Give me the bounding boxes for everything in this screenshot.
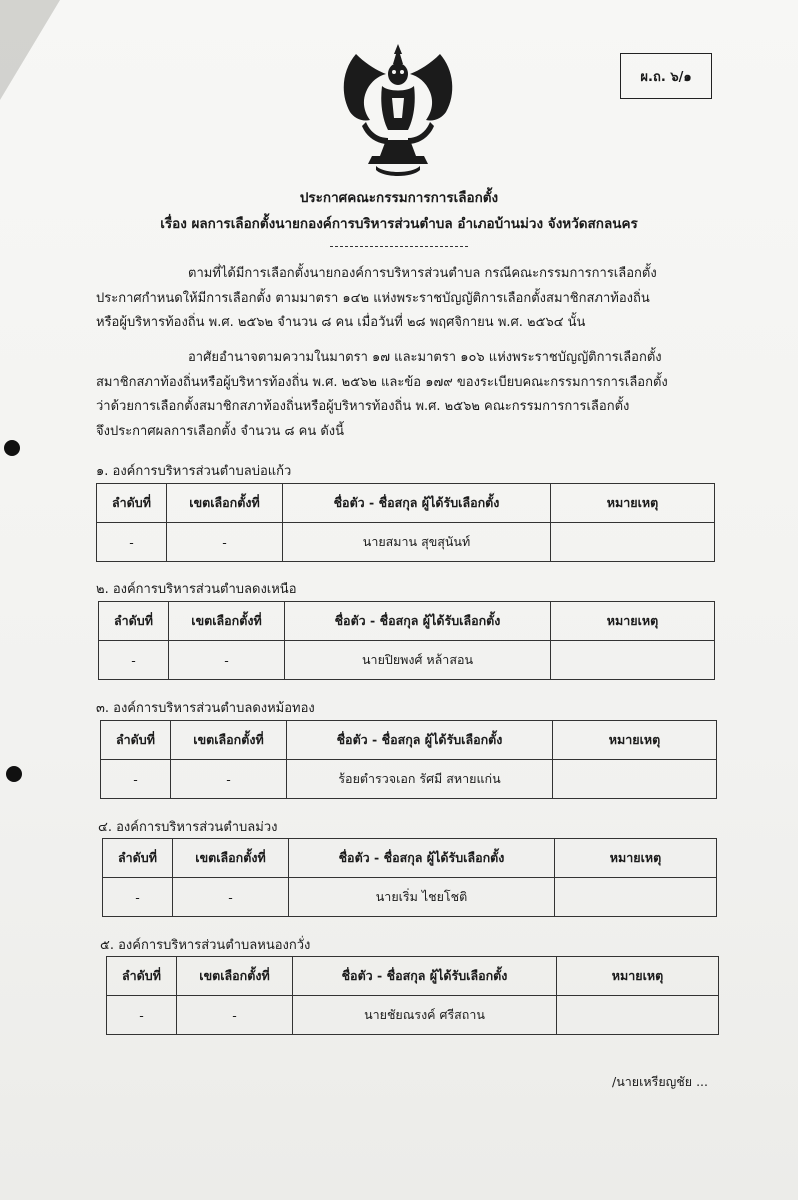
header-remark: หมายเหตุ <box>555 839 717 878</box>
table-header-row <box>99 602 715 641</box>
cell-name: นายชัยณรงค์ ศรีสถาน <box>293 996 557 1035</box>
paragraph-authority <box>96 346 716 444</box>
section-title: ๔. องค์การบริหารส่วนตำบลม่วง <box>98 820 278 835</box>
table-row <box>101 760 717 799</box>
paragraph-line: ตามที่ได้มีการเลือกตั้งนายกองค์การบริหารส่วนตำบล กรณีคณะกรรมการการเลือกตั้ง <box>188 266 657 281</box>
table-row <box>97 523 715 562</box>
table-header-row <box>107 957 719 996</box>
header-order: ลำดับที่ <box>101 721 171 760</box>
header-district: เขตเลือกตั้งที่ <box>171 721 287 760</box>
header-district: เขตเลือกตั้งที่ <box>173 839 289 878</box>
announcement-subject: เรื่อง ผลการเลือกตั้งนายกองค์การบริหารส่วนตำบล อำเภอบ้านม่วง จังหวัดสกลนคร <box>160 216 638 232</box>
header-district: เขตเลือกตั้งที่ <box>169 602 285 641</box>
paragraph-preamble <box>96 262 716 336</box>
section-title: ๒. องค์การบริหารส่วนตำบลดงเหนือ <box>96 582 297 597</box>
cell-remark <box>557 996 719 1035</box>
header-district: เขตเลือกตั้งที่ <box>167 484 283 523</box>
result-table <box>100 720 717 799</box>
header-remark: หมายเหตุ <box>557 957 719 996</box>
announcement-title: ประกาศคณะกรรมการการเลือกตั้ง <box>299 190 499 206</box>
header-name: ชื่อตัว - ชื่อสกุล ผู้ได้รับเลือกตั้ง <box>287 721 553 760</box>
header-order: ลำดับที่ <box>99 602 169 641</box>
table-row <box>103 878 717 917</box>
form-code-box <box>620 53 712 99</box>
cell-order: - <box>97 523 167 562</box>
cell-remark <box>553 760 717 799</box>
folded-corner <box>0 0 60 100</box>
form-code: ผ.ถ. ๖/๑ <box>640 69 692 85</box>
cell-name: นายเริ่ม ไชยโชติ <box>289 878 555 917</box>
header-name: ชื่อตัว - ชื่อสกุล ผู้ได้รับเลือกตั้ง <box>283 484 551 523</box>
paragraph-line: หรือผู้บริหารท้องถิ่น พ.ศ. ๒๕๖๒ จำนวน ๘ คน เมื่อวันที่ ๒๘ พฤศจิกายน พ.ศ. ๒๕๖๔ นั้น <box>96 315 586 330</box>
continuation-note: /นายเหรียญชัย ... <box>612 1074 709 1089</box>
table-row <box>99 641 715 680</box>
cell-name: นายสมาน สุขสุนันท์ <box>283 523 551 562</box>
header-remark: หมายเหตุ <box>551 484 715 523</box>
section-title: ๑. องค์การบริหารส่วนตำบลบ่อแก้ว <box>96 464 292 479</box>
paragraph-line: สมาชิกสภาท้องถิ่นหรือผู้บริหารท้องถิ่น พ.ศ. ๒๕๖๒ และข้อ ๑๗๙ ของระเบียบคณะกรรมการการเลือกตั้ง <box>96 374 668 390</box>
punch-hole <box>4 440 20 456</box>
header-district: เขตเลือกตั้งที่ <box>177 957 293 996</box>
result-table <box>102 838 717 917</box>
cell-order: - <box>107 996 177 1035</box>
header-order: ลำดับที่ <box>107 957 177 996</box>
garuda-emblem-icon <box>336 40 460 178</box>
section-title: ๓. องค์การบริหารส่วนตำบลดงหม้อทอง <box>96 701 315 716</box>
paragraph-line: ว่าด้วยการเลือกตั้งสมาชิกสภาท้องถิ่นหรือผู้บริหารท้องถิ่น พ.ศ. ๒๕๖๒ คณะกรรมการการเลือกตั้ง <box>96 399 630 414</box>
heading-divider <box>330 246 468 247</box>
cell-order: - <box>103 878 173 917</box>
header-order: ลำดับที่ <box>103 839 173 878</box>
table-row <box>107 996 719 1035</box>
cell-name: นายปิยพงศ์ หล้าสอน <box>285 641 551 680</box>
cell-order: - <box>101 760 171 799</box>
table-header-row <box>101 721 717 760</box>
header-order: ลำดับที่ <box>97 484 167 523</box>
header-name: ชื่อตัว - ชื่อสกุล ผู้ได้รับเลือกตั้ง <box>293 957 557 996</box>
table-header-row <box>103 839 717 878</box>
cell-district: - <box>171 760 287 799</box>
table-header-row <box>97 484 715 523</box>
cell-district: - <box>177 996 293 1035</box>
paragraph-line: อาศัยอำนาจตามความในมาตรา ๑๗ และมาตรา ๑๐๖ แห่งพระราชบัญญัติการเลือกตั้ง <box>188 350 662 365</box>
punch-hole <box>6 766 22 782</box>
header-remark: หมายเหตุ <box>551 602 715 641</box>
cell-district: - <box>173 878 289 917</box>
section-title: ๕. องค์การบริหารส่วนตำบลหนองกวั่ง <box>100 938 311 953</box>
cell-name: ร้อยตำรวจเอก รัศมี สหายแก่น <box>287 760 553 799</box>
cell-order: - <box>99 641 169 680</box>
result-table <box>106 956 719 1035</box>
result-table <box>96 483 715 562</box>
cell-remark <box>551 641 715 680</box>
cell-remark <box>555 878 717 917</box>
result-table <box>98 601 715 680</box>
cell-district: - <box>169 641 285 680</box>
header-remark: หมายเหตุ <box>553 721 717 760</box>
paragraph-line: ประกาศกำหนดให้มีการเลือกตั้ง ตามมาตรา ๑๔๒ แห่งพระราชบัญญัติการเลือกตั้งสมาชิกสภาท้องถิ่น <box>96 290 650 306</box>
header-name: ชื่อตัว - ชื่อสกุล ผู้ได้รับเลือกตั้ง <box>289 839 555 878</box>
paragraph-line: จึงประกาศผลการเลือกตั้ง จำนวน ๘ คน ดังนี้ <box>96 423 345 439</box>
cell-remark <box>551 523 715 562</box>
header-name: ชื่อตัว - ชื่อสกุล ผู้ได้รับเลือกตั้ง <box>285 602 551 641</box>
cell-district: - <box>167 523 283 562</box>
